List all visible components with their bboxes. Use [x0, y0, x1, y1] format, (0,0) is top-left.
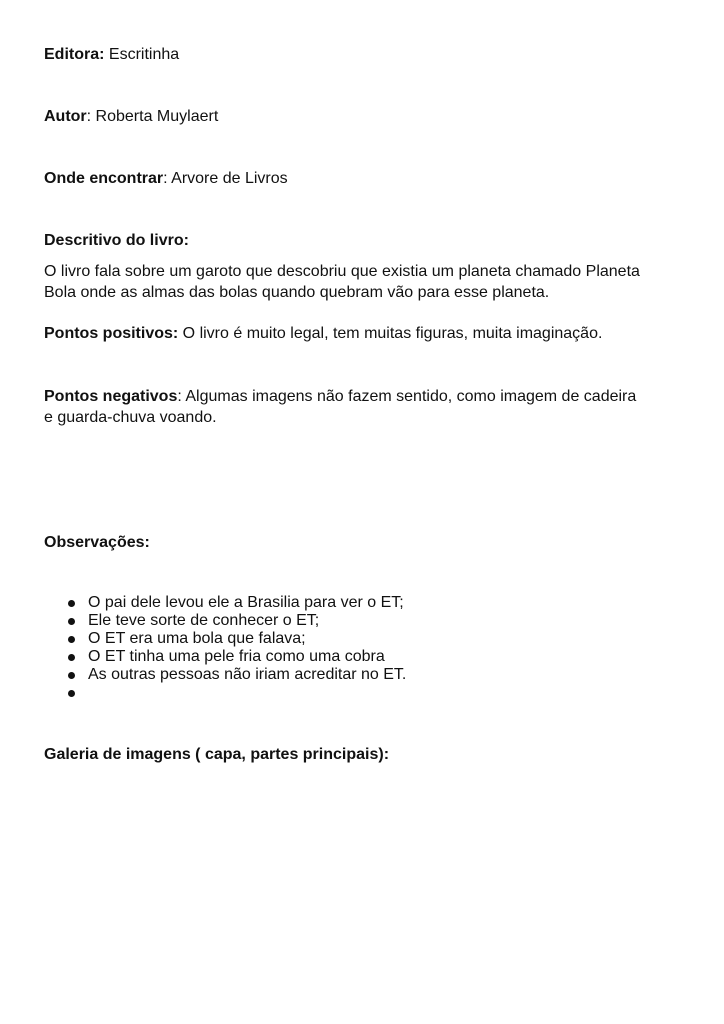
observacoes-heading: Observações:: [44, 534, 150, 551]
editora-value: Escritinha: [104, 46, 180, 63]
onde-encontrar-line: [44, 169, 288, 189]
list-item: [44, 594, 406, 612]
onde-encontrar-value: : Arvore de Livros: [163, 170, 288, 187]
list-item-text: O pai dele levou ele a Brasilia para ver o ET;: [88, 594, 404, 611]
list-item-text: Ele teve sorte de conhecer o ET;: [88, 612, 320, 629]
onde-encontrar-label: Onde encontrar: [44, 170, 164, 187]
descritivo-text-line-2: Bola onde as almas das bolas quando quebram vão para esse planeta.: [44, 284, 550, 301]
bullet-icon: [68, 636, 75, 643]
bullet-icon: [68, 600, 75, 607]
autor-label: Autor: [44, 108, 87, 125]
pontos-negativos-label: Pontos negativos: [44, 388, 178, 405]
pontos-positivos-value: O livro é muito legal, tem muitas figuras, muita imaginação.: [178, 325, 603, 342]
pontos-positivos-line: [44, 324, 602, 344]
autor-value: : Roberta Muylaert: [86, 108, 219, 125]
bullet-icon: [68, 672, 75, 679]
list-item-text: O ET tinha uma pele fria como uma cobra: [88, 648, 385, 665]
pontos-positivos-label: Pontos positivos:: [44, 325, 179, 342]
bullet-icon: [68, 690, 75, 697]
bullet-icon: [68, 654, 75, 661]
pontos-negativos-line-1: [44, 387, 636, 407]
list-item-text: As outras pessoas não iriam acreditar no ET.: [88, 666, 407, 683]
editora-label: Editora:: [44, 46, 105, 63]
list-item: [44, 630, 406, 648]
pontos-negativos-value: : Algumas imagens não fazem sentido, como imagem de cadeira: [177, 388, 637, 405]
list-item: [44, 666, 406, 684]
pontos-negativos-line-2: e guarda-chuva voando.: [44, 409, 217, 426]
list-item: [44, 648, 406, 666]
list-item-text: O ET era uma bola que falava;: [88, 630, 306, 647]
list-item: [44, 684, 406, 702]
galeria-heading: Galeria de imagens ( capa, partes principais):: [44, 746, 390, 763]
editora-line: [44, 45, 179, 65]
observacoes-list: [44, 594, 406, 702]
bullet-icon: [68, 618, 75, 625]
list-item: [44, 612, 406, 630]
descritivo-text-line-1: O livro fala sobre um garoto que descobriu que existia um planeta chamado Planeta: [44, 263, 640, 280]
autor-line: [44, 107, 218, 127]
descritivo-heading: Descritivo do livro:: [44, 232, 189, 249]
